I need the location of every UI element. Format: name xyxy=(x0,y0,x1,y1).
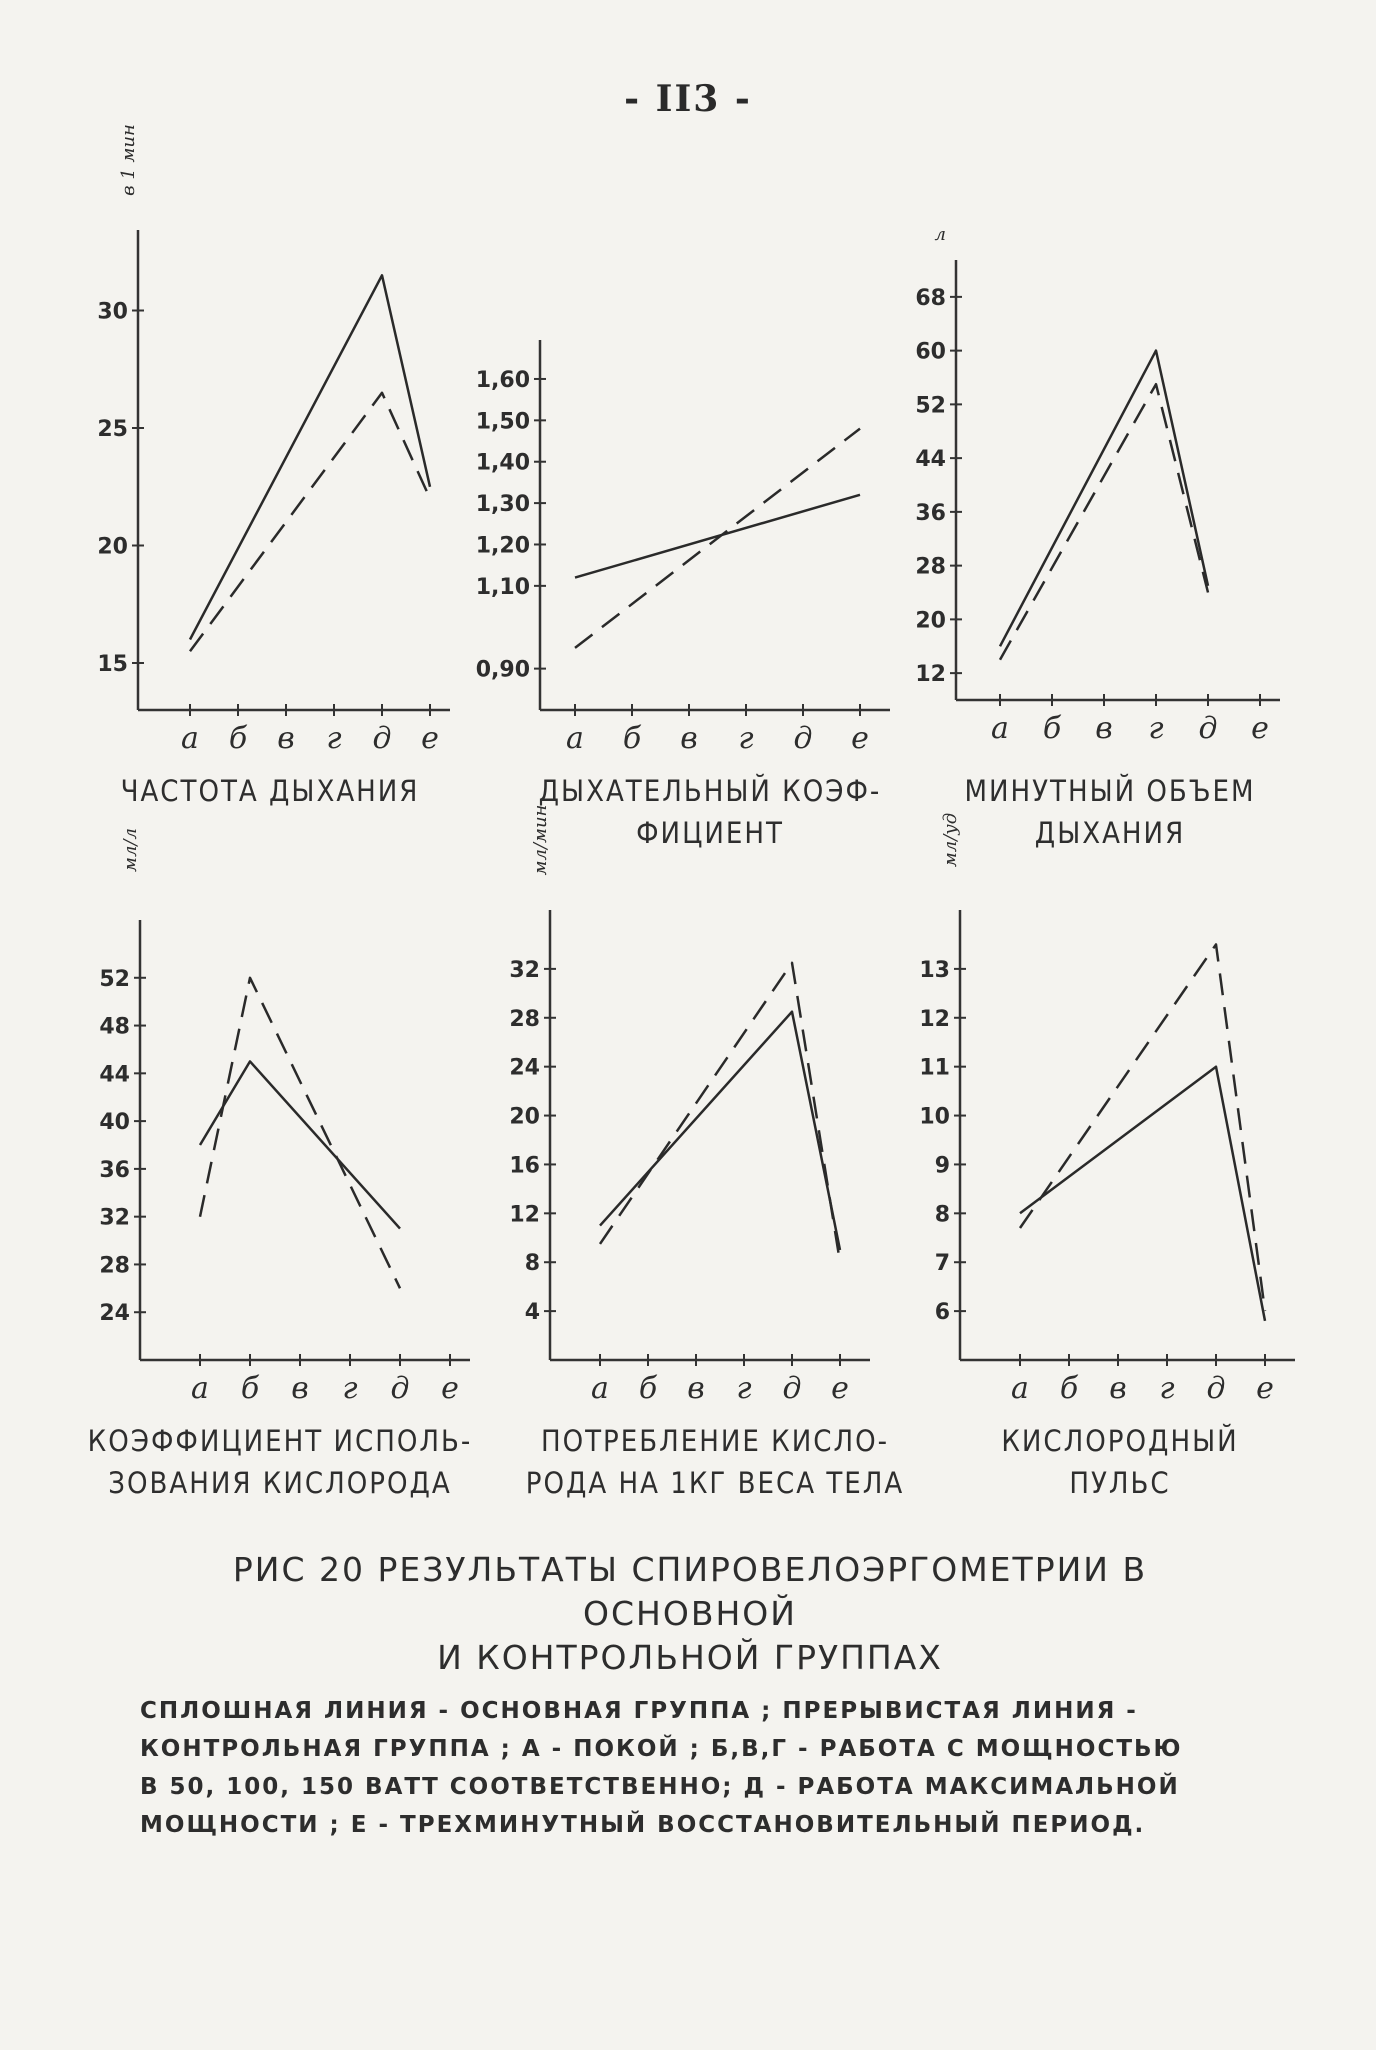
y-tick-label: 11 xyxy=(919,1055,950,1081)
x-tick-label: е xyxy=(1251,711,1269,746)
chart-1 xyxy=(60,110,460,756)
x-tick-label: в xyxy=(1109,1371,1127,1406)
y-tick-label: 6 xyxy=(934,1300,950,1326)
y-tick-label: 24 xyxy=(509,1055,540,1081)
series-line-main xyxy=(190,275,430,639)
x-tick-label: б xyxy=(228,721,248,756)
y-tick-label: 15 xyxy=(97,652,128,677)
x-tick-label: г xyxy=(738,721,754,756)
series-line-control xyxy=(190,393,430,652)
x-tick-label: е xyxy=(421,721,439,756)
chart-2 xyxy=(475,330,900,770)
y-tick-label: 36 xyxy=(915,500,946,526)
chart-title: ПОТРЕБЛЕНИЕ КИСЛО- РОДА НА 1КГ ВЕСА ТЕЛА xyxy=(525,1424,905,1500)
chart-title: МИНУТНЫЙ ОБЪЕМ ДЫХАНИЯ xyxy=(964,774,1256,850)
x-tick-label: д xyxy=(1198,711,1218,746)
y-tick-label: 20 xyxy=(97,534,128,560)
series-line-main xyxy=(1000,351,1208,647)
y-tick-label: 32 xyxy=(509,957,540,983)
series-line-main xyxy=(600,1012,840,1250)
x-tick-label: б xyxy=(1059,1371,1079,1406)
y-unit-label: мл/уд xyxy=(940,812,961,868)
x-tick-label: д xyxy=(1206,1371,1226,1406)
y-tick-label: 12 xyxy=(509,1202,540,1228)
caption-title: РИС 20 РЕЗУЛЬТАТЫ СПИРОВЕЛОЭРГОМЕТРИИ В ОСНОВНОЙ И КОНТРОЛЬНОЙ ГРУППАХ xyxy=(232,1550,1148,1677)
x-tick-label: в xyxy=(277,721,295,756)
series-line-control xyxy=(575,429,860,648)
y-tick-label: 7 xyxy=(934,1251,950,1277)
x-tick-label: а xyxy=(591,1371,609,1406)
y-tick-label: 40 xyxy=(99,1110,130,1136)
y-tick-label: 4 xyxy=(524,1300,540,1326)
y-tick-label: 68 xyxy=(915,285,946,311)
y-tick-label: 48 xyxy=(99,1014,130,1040)
y-tick-label: 8 xyxy=(934,1202,950,1228)
x-tick-label: а xyxy=(566,721,584,756)
x-tick-label: д xyxy=(782,1371,802,1406)
y-tick-label: 0,90 xyxy=(475,657,530,683)
x-tick-label: б xyxy=(240,1371,260,1406)
y-tick-label: 10 xyxy=(919,1104,950,1130)
x-tick-label: а xyxy=(991,711,1009,746)
y-tick-label: 52 xyxy=(915,393,946,419)
series-line-main xyxy=(575,495,860,578)
x-tick-label: е xyxy=(851,721,869,756)
y-unit-label: мл/л xyxy=(120,828,141,872)
x-tick-label: б xyxy=(638,1371,658,1406)
x-tick-label: г xyxy=(1148,711,1164,746)
chart-title: КОЭФФИЦИЕНТ ИСПОЛЬ- ЗОВАНИЯ КИСЛОРОДА xyxy=(87,1424,473,1500)
x-tick-label: в xyxy=(1095,711,1113,746)
y-tick-label: 9 xyxy=(934,1153,950,1179)
x-tick-label: а xyxy=(181,721,199,756)
y-tick-label: 60 xyxy=(915,339,946,365)
y-tick-label: 28 xyxy=(99,1253,130,1279)
y-tick-label: 25 xyxy=(97,417,128,442)
x-tick-label: б xyxy=(1042,711,1062,746)
y-tick-label: 1,60 xyxy=(475,367,530,393)
x-tick-label: в xyxy=(291,1371,309,1406)
x-tick-label: г xyxy=(326,721,342,756)
y-tick-label: 13 xyxy=(919,957,950,983)
y-tick-label: 44 xyxy=(99,1062,130,1088)
x-tick-label: г xyxy=(1159,1371,1175,1406)
y-tick-label: 44 xyxy=(915,447,946,473)
y-unit-label: в 1 мин xyxy=(118,124,139,196)
x-tick-label: а xyxy=(191,1371,209,1406)
y-tick-label: 1,20 xyxy=(475,533,530,559)
y-tick-label: 28 xyxy=(509,1006,540,1032)
x-tick-label: в xyxy=(687,1371,705,1406)
series-line-main xyxy=(200,1061,400,1228)
chart-3 xyxy=(900,224,1290,770)
series-line-control xyxy=(200,978,400,1289)
x-tick-label: е xyxy=(441,1371,459,1406)
y-tick-label: 8 xyxy=(524,1251,540,1277)
y-tick-label: 52 xyxy=(99,966,130,992)
x-tick-label: д xyxy=(372,721,392,756)
y-tick-label: 36 xyxy=(99,1157,130,1183)
y-tick-label: 12 xyxy=(919,1006,950,1032)
y-tick-label: 20 xyxy=(915,608,946,634)
chart-title: ДЫХАТЕЛЬНЫЙ КОЭФ- ФИЦИЕНТ xyxy=(538,774,882,850)
series-line-control xyxy=(600,963,840,1262)
x-tick-label: в xyxy=(680,721,698,756)
y-tick-label: 24 xyxy=(99,1301,130,1327)
series-line-main xyxy=(1020,1067,1265,1321)
y-tick-label: 20 xyxy=(509,1104,540,1130)
y-tick-label: 1,50 xyxy=(475,409,530,435)
caption-legend: СПЛОШНАЯ ЛИНИЯ - ОСНОВНАЯ ГРУППА ; ПРЕРЫВИСТАЯ ЛИНИЯ - КОНТРОЛЬНАЯ ГРУППА ; А - ПОКОЙ ; Б,В,Г - РАБОТА С МОЩНОСТЬЮ В 50, 100, 150 ВАТТ СООТВЕТСТВЕННО; Д - РАБОТА МАКСИМАЛЬНОЙ МОЩНОСТИ ; Е - ТРЕХМИНУТНЫЙ ВОССТАНОВИТЕЛЬНЫЙ ПЕРИОД. xyxy=(140,1698,1183,1838)
x-tick-label: е xyxy=(1256,1371,1274,1406)
y-tick-label: 1,40 xyxy=(475,450,530,476)
chart-title: ЧАСТОТА ДЫХАНИЯ xyxy=(120,774,420,808)
y-tick-label: 16 xyxy=(509,1153,540,1179)
series-line-control xyxy=(1000,384,1208,660)
x-tick-label: а xyxy=(1011,1371,1029,1406)
x-tick-label: е xyxy=(831,1371,849,1406)
x-tick-label: д xyxy=(793,721,813,756)
x-tick-label: д xyxy=(390,1371,410,1406)
y-tick-label: 28 xyxy=(915,554,946,580)
y-tick-label: 1,30 xyxy=(475,492,530,518)
figure-caption xyxy=(140,1548,1240,1844)
chart-title: КИСЛОРОДНЫЙ ПУЛЬС xyxy=(1001,1424,1239,1500)
chart-4 xyxy=(60,828,480,1406)
y-unit-label: мл/мин xyxy=(530,804,551,876)
x-tick-label: б xyxy=(622,721,642,756)
page-number: - II3 - xyxy=(624,78,752,120)
x-tick-label: г xyxy=(342,1371,358,1406)
x-tick-label: г xyxy=(736,1371,752,1406)
y-tick-label: 30 xyxy=(97,299,128,325)
y-unit-label: л xyxy=(934,224,946,245)
y-tick-label: 12 xyxy=(915,662,946,688)
y-tick-label: 1,10 xyxy=(475,574,530,600)
y-tick-label: 32 xyxy=(99,1205,130,1231)
